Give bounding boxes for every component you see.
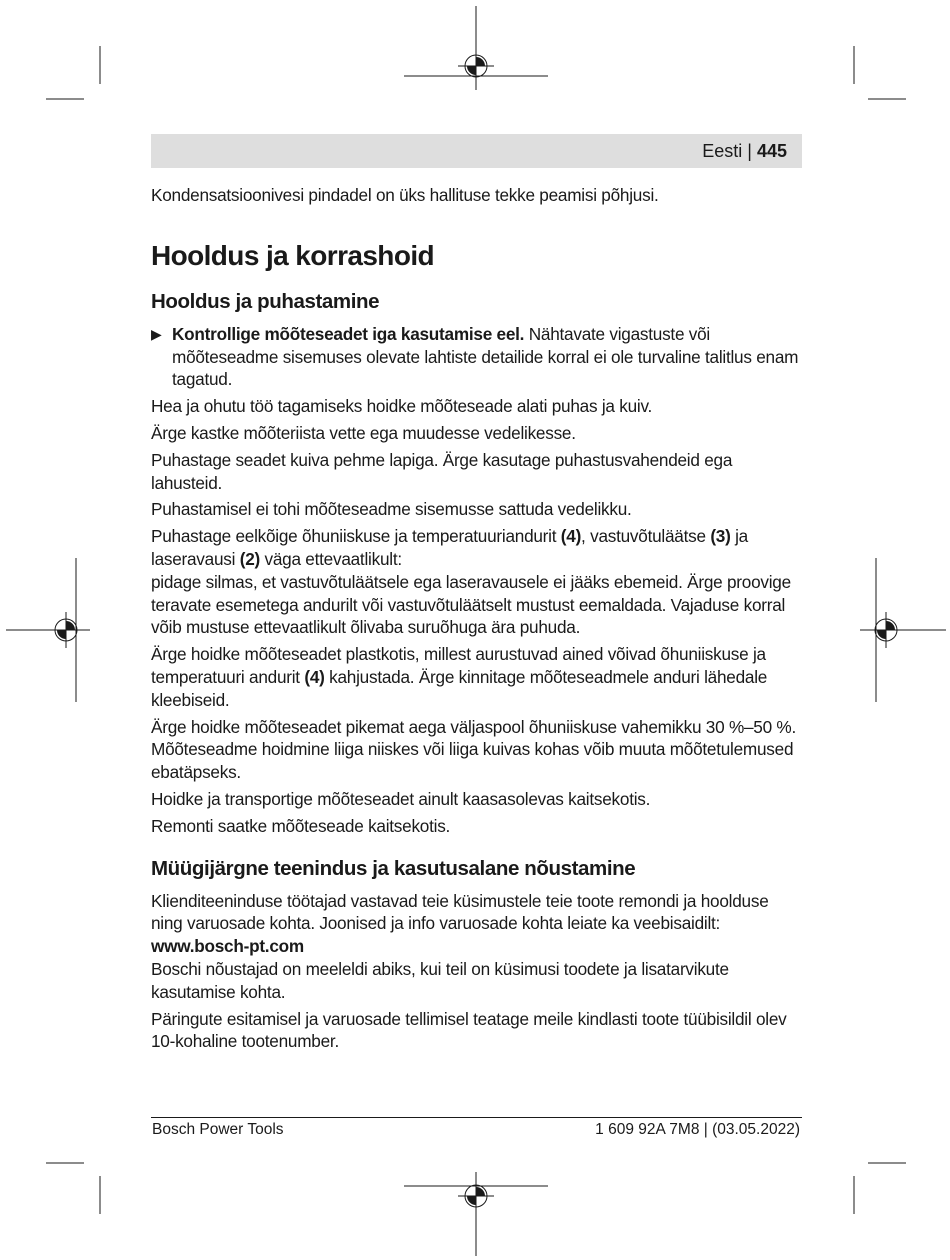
text-run: Ärge hoidke mõõteseadet plastkotis, millest aurustuvad ained võivad õhuniiskuse ja temperatuuri andurit: [151, 644, 766, 687]
maintenance-paragraph: Ärge hoidke mõõteseadet pikemat aega väljaspool õhuniiskuse vahemikku 30 %–50 %. Mõõteseadme hoidmine liiga niiskes või liiga kuivas kohas võib muuta mõõtetulemused ebatäpseks.: [151, 716, 796, 783]
section-title: Hooldus ja korrashoid: [151, 239, 434, 271]
maintenance-paragraph: Puhastage seadet kuiva pehme lapiga. Ärge kasutage puhastusvahendeid ega lahusteid.: [151, 449, 733, 493]
ref-lens: (3): [710, 526, 731, 547]
maintenance-paragraph: Puhastamisel ei tohi mõõteseadme sisemusse sattuda vedelikku.: [151, 499, 632, 520]
warning-arrow-icon: ▶: [151, 325, 162, 342]
text-run: kahjustada. Ärge kinnitage mõõteseadmele anduri lähedale kleebiseid.: [151, 666, 768, 710]
maintenance-paragraph: Ärge kastke mõõteriista vette ega muudesse vedelikesse.: [151, 422, 576, 443]
text-run: , vastuvõtuläätse: [581, 526, 711, 547]
service-paragraph: Boschi nõustajad on meeleldi abiks, kui teil on küsimusi toodete ja lisatarvikute kasutamise kohta.: [151, 958, 729, 1002]
text-run: Puhastage eelkõige õhuniiskuse ja temperatuuriandurit: [151, 526, 561, 547]
text-run: ja laseravausi: [151, 526, 748, 569]
service-paragraph: Päringute esitamisel ja varuosade tellimisel teatage meile kindlasti toote tüübisildil olev 10-kohaline tootenumber.: [151, 1008, 787, 1052]
intro-paragraph: Kondensatsioonivesi pindadel on üks hallituse tekke peamisi põhjusi.: [151, 185, 659, 205]
maintenance-heading: Hooldus ja puhastamine: [151, 289, 380, 313]
footer-doc-number: 1 609 92A 7M8 | (03.05.2022): [595, 1121, 800, 1138]
header-separator: |: [747, 141, 752, 161]
page-number: 445: [756, 141, 787, 161]
ref-aperture: (2): [239, 548, 260, 569]
safety-warning: [151, 323, 802, 391]
storage-paragraph: [151, 643, 802, 711]
maintenance-paragraph: Hea ja ohutu töö tagamiseks hoidke mõõteseade alati puhas ja kuiv.: [151, 396, 653, 417]
maintenance-paragraph: Hoidke ja transportige mõõteseadet ainult kaasasolevas kaitsekotis.: [151, 788, 651, 809]
warning-text: Nähtavate vigastuste või mõõteseadme sisemuses olevate lahtiste detailide korral ei ole turvaline talitlus enam tagatud.: [172, 323, 799, 390]
footer-rule: [151, 1117, 802, 1118]
cleaning-paragraph: [151, 525, 802, 571]
header-language: Eesti: [702, 141, 743, 161]
text-run: väga ettevaatlikult:: [259, 548, 402, 569]
website-link[interactable]: www.bosch-pt.com: [151, 936, 304, 957]
text-run: Klienditeeninduse töötajad vastavad teie küsimustele teie toote remondi ja hoolduse ning varuosade kohta. Joonised ja info varuosade kohta leiate ka veebisaidilt:: [151, 890, 769, 934]
service-heading: Müügijärgne teenindus ja kasutusalane nõustamine: [151, 856, 636, 880]
ref-sensor: (4): [304, 666, 325, 687]
service-paragraph: [151, 890, 802, 958]
footer-brand: Bosch Power Tools: [152, 1121, 284, 1138]
page-content: [151, 184, 802, 1057]
header-text: [702, 141, 787, 161]
maintenance-paragraph: pidage silmas, et vastuvõtuläätsele ega laseravausele ei jääks ebemeid. Ärge proovige teravate esemetega andurilt või vastuvõtuläätselt mustust eemaldada. Vajaduse korral võib mustuse ettevaatlikult õlivaba suruõhuga ära puhuda.: [151, 571, 791, 638]
page-header: [151, 134, 802, 168]
warning-bold-text: Kontrollige mõõteseadet iga kasutamise eel.: [172, 323, 525, 344]
maintenance-paragraph: Remonti saatke mõõteseade kaitsekotis.: [151, 815, 451, 836]
ref-sensor: (4): [560, 526, 582, 547]
